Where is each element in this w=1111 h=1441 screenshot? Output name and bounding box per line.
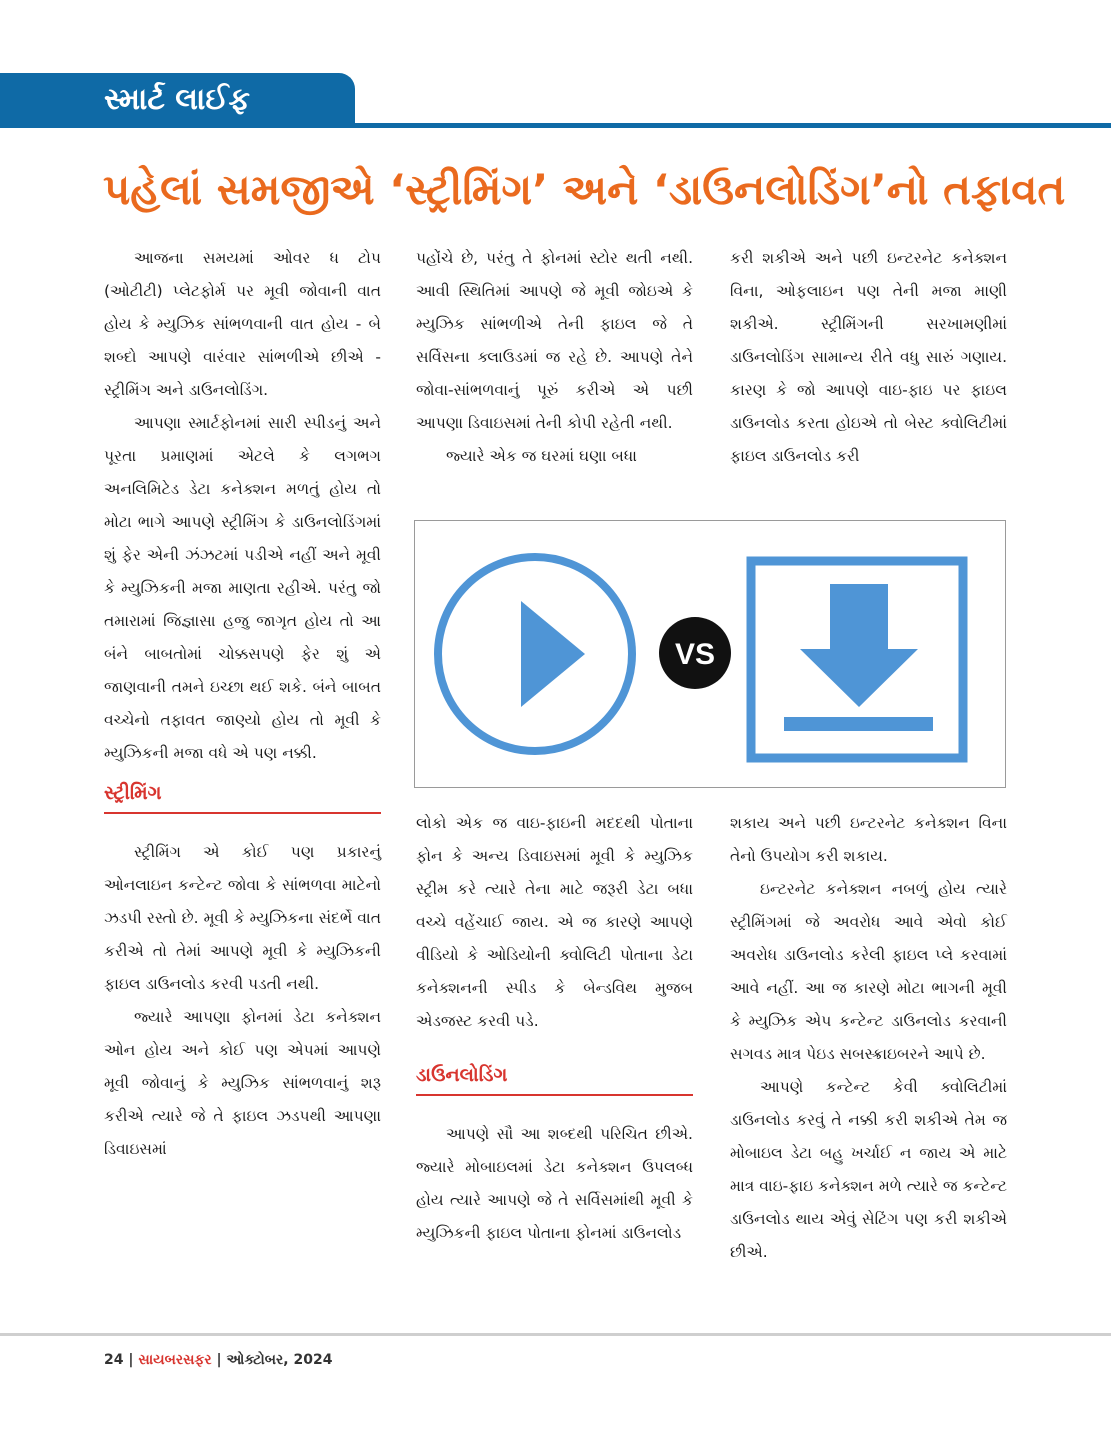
paragraph: આપણે કન્ટેન્ટ કેવી ક્વોલિટીમાં ડાઉનલોડ કરવું તે નક્કી કરી શકીએ તેમ જ મોબાઇલ ડેટા બહુ ખર્ચાઈ ન જાય એ માટે માત્ર વાઇ-ફાઇ કનેક્શન મળે ત્યારે જ કન્ટેન્ટ ડાઉનલોડ થાય એવું સેટિંગ પણ કરી શકીએ છીએ. bbox=[730, 1078, 1007, 1261]
streaming-vs-download-figure bbox=[414, 520, 1006, 788]
header-rule bbox=[0, 123, 1111, 128]
column-1 bbox=[104, 242, 381, 1166]
paragraph: કરી શકીએ અને પછી ઇન્ટરનેટ કનેક્શન વિના, ઓફલાઇન પણ તેની મજા માણી શકીએ. સ્ટ્રીમિંગની સરખામણીમાં ડાઉનલોડિંગ સામાન્ય રીતે વધુ સારું ગણાય. કારણ કે જો આપણે વાઇ-ફાઇ પર ફાઇલ ડાઉનલોડ કરતા હોઇએ તો બેસ્ટ ક્વોલિટીમાં ફાઇલ ડાઉનલોડ કરી bbox=[730, 249, 1007, 465]
column-2-top bbox=[416, 242, 693, 473]
article-headline: પહેલાં સમજીએ ‘સ્ટ્રીમિંગ’ અને ‘ડાઉનલોડિંગ’નો તફાવત bbox=[103, 165, 1066, 214]
section-label: સ્માર્ટ લાઈફ bbox=[104, 82, 250, 117]
figure-graphic bbox=[415, 521, 1005, 787]
subheading-streaming: સ્ટ્રીમિંગ bbox=[104, 778, 381, 814]
download-arrow-icon bbox=[800, 584, 918, 707]
paragraph: જ્યારે આપણા ફોનમાં ડેટા કનેક્શન ઓન હોય અને કોઈ પણ એપમાં આપણે મૂવી જોવાનું કે મ્યુઝિક સાંભળવાનું શરૂ કરીએ ત્યારે જે તે ફાઇલ ઝડપથી આપણા ડિવાઇસમાં bbox=[104, 1008, 381, 1158]
column-2-bottom bbox=[416, 807, 693, 1250]
paragraph: જ્યારે એક જ ઘરમાં ઘણા બધા bbox=[446, 447, 637, 465]
page-number: 24 bbox=[104, 1352, 124, 1368]
paragraph: પહોંચે છે, પરંતુ તે ફોનમાં સ્ટોર થતી નથી. આવી સ્થિતિમાં આપણે જે મૂવી જોઇએ કે મ્યુઝિક સાંભળીએ તેની ફાઇલ જે તે સર્વિસના ક્લાઉડમાં જ રહે છે. આપણે તેને જોવા-સાંભળવાનું પૂરું કરીએ એ પછી આપણા ડિવાઇસમાં તેની કોપી રહેતી નથી. bbox=[416, 249, 693, 432]
magazine-name: સાયબરસફર bbox=[138, 1352, 212, 1368]
paragraph: આપણા સ્માર્ટફોનમાં સારી સ્પીડનું અને પૂરતા પ્રમાણમાં એટલે કે લગભગ અનલિમિટેડ ડેટા કનેક્શન મળતું હોય તો મોટા ભાગે આપણે સ્ટ્રીમિંગ કે ડાઉનલોડિંગમાં શું ફેર એની ઝંઝટમાં પડીએ નહીં અને મૂવી કે મ્યુઝિકની મજા માણતા રહીએ. પરંતુ જો તમારામાં જિજ્ઞાસા હજુ જાગૃત હોય તો આ બંને બાબતોમાં ચોક્કસપણે ફેર શું એ જાણવાની તમને ઇચ્છા થઈ શકે. બંને બાબત વચ્ચેનો તફાવત જાણ્યો હોય તો મૂવી કે મ્યુઝિકની મજા વધે એ પણ નક્કી. bbox=[104, 414, 381, 762]
issue-date: ઓક્ટોબર, 2024 bbox=[226, 1352, 333, 1368]
column-3-bottom bbox=[730, 807, 1007, 1269]
subheading-downloading: ડાઉનલોડિંગ bbox=[416, 1060, 693, 1096]
vs-label: VS bbox=[674, 638, 716, 671]
separator: | bbox=[128, 1352, 134, 1368]
paragraph: શકાય અને પછી ઇન્ટરનેટ કનેક્શન વિના તેનો ઉપયોગ કરી શકાય. bbox=[730, 814, 1007, 865]
download-base-bar bbox=[784, 717, 933, 731]
page-footer bbox=[104, 1350, 332, 1370]
paragraph: ઇન્ટરનેટ કનેક્શન નબળું હોય ત્યારે સ્ટ્રીમિંગમાં જે અવરોધ આવે એવો કોઈ અવરોધ ડાઉનલોડ કરેલી ફાઇલ પ્લે કરવામાં આવે નહીં. આ જ કારણે મોટા ભાગની મૂવી કે મ્યુઝિક એપ કન્ટેન્ટ ડાઉનલોડ કરવાની સગવડ માત્ર પેઇડ સબસ્ક્રાઇબરને આપે છે. bbox=[730, 880, 1007, 1063]
paragraph: આપણે સૌ આ શબ્દથી પરિચિત છીએ. જ્યારે મોબાઇલમાં ડેટા કનેક્શન ઉપલબ્ધ હોય ત્યારે આપણે જે તે સર્વિસમાંથી મૂવી કે મ્યુઝિકની ફાઇલ પોતાના ફોનમાં ડાઉનલોડ bbox=[416, 1125, 693, 1242]
play-icon bbox=[521, 601, 585, 707]
paragraph: આજના સમયમાં ઓવર ધ ટોપ (ઓટીટી) પ્લેટફોર્મ પર મૂવી જોવાની વાત હોય કે મ્યુઝિક સાંભળવાની વાત હોય - બે શબ્દો આપણે વારંવાર સાંભળીએ છીએ - સ્ટ્રીમિંગ અને ડાઉનલોડિંગ. bbox=[104, 249, 381, 399]
footer-rule bbox=[0, 1333, 1111, 1336]
separator: | bbox=[216, 1352, 222, 1368]
paragraph: સ્ટ્રીમિંગ એ કોઈ પણ પ્રકારનું ઓનલાઇન કન્ટેન્ટ જોવા કે સાંભળવા માટેનો ઝડપી રસ્તો છે. મૂવી કે મ્યુઝિકના સંદર્ભે વાત કરીએ તો તેમાં આપણે મૂવી કે મ્યુઝિકની ફાઇલ ડાઉનલોડ કરવી પડતી નથી. bbox=[104, 843, 381, 993]
paragraph: લોકો એક જ વાઇ-ફાઇની મદદથી પોતાના ફોન કે અન્ય ડિવાઇસમાં મૂવી કે મ્યુઝિક સ્ટ્રીમ કરે ત્યારે તેના માટે જરૂરી ડેટા બધા વચ્ચે વહેંચાઈ જાય. એ જ કારણે આપણે વીડિયો કે ઓડિયોની ક્વોલિટી પોતાના ડેટા કનેક્શનની સ્પીડ કે બેન્ડવિથ મુજબ એડજસ્ટ કરવી પડે. bbox=[416, 814, 693, 1030]
column-3-top bbox=[730, 242, 1007, 473]
